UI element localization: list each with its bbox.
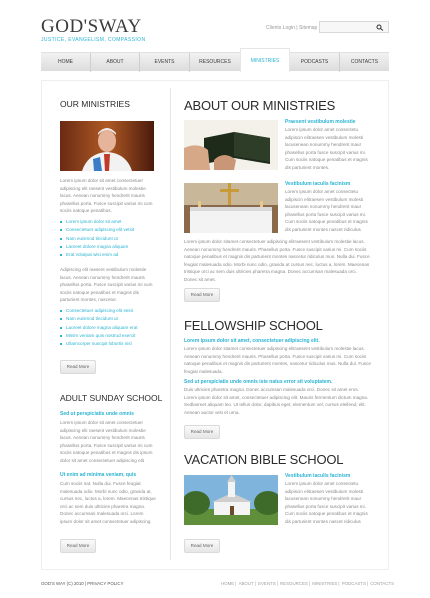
list-item[interactable]: Consectetuer adipiscing elit vetsit — [60, 226, 134, 234]
footer-link-about[interactable]: ABOUT — [238, 581, 254, 586]
footer-link-events[interactable]: EVENTS — [258, 581, 276, 586]
read-more-button[interactable]: Read More — [60, 539, 96, 553]
list-item[interactable]: Ullamcorper suscipit lobortis nisl — [60, 340, 138, 348]
nav-contacts[interactable]: CONTACTS — [350, 59, 379, 65]
logo[interactable] — [41, 17, 145, 43]
ministries-list-1 — [60, 218, 134, 259]
read-more-button[interactable]: Read More — [184, 539, 220, 553]
main-nav — [41, 52, 389, 71]
nav-podcasts[interactable]: PODCASTS — [290, 53, 340, 72]
search-box — [319, 21, 389, 33]
bible-image — [184, 120, 278, 170]
sunday-lead-2: Ut enim ad minima veniam, quis — [60, 472, 137, 478]
list-item[interactable]: Laoreet dolore magna aliquam — [60, 243, 134, 251]
footer-copyright: GOD'S WAY (C) 2010 | PRIVACY POLICY — [41, 581, 124, 586]
logo-title: GOD'SWAY — [41, 16, 142, 37]
nav-ministries[interactable]: MINISTRIES — [240, 48, 290, 72]
search-input[interactable] — [322, 23, 374, 32]
chapel-image — [184, 475, 278, 525]
read-more-button[interactable]: Read More — [60, 360, 96, 374]
ministries-paragraph-1: Lorem ipsum dolor sit amet consectetuer adipiscing elit raesent vestibulum molestie lacus. Aenean nonummy hendrerit mauris phasellus porta. Fusce suscipit varius mi cum sociis natoque penatibus. — [60, 178, 153, 214]
list-item[interactable]: Nam euismod tincidunt ut — [60, 235, 134, 243]
fellowship-paragraph-1: Lorem ipsum dolor sitamet consectetuer adipiscing elitraesent vestibulum molestie lacus. Aenean nonummy hendrerit mauris. Phasellus porta. Fusce suscipit varius mi. Cum sociis natoque penatibus et magnis dis parturient montes, nascetur ridiculus mus. Nulla dui. Fusce feugiat malesuada. — [184, 346, 371, 374]
column-divider — [170, 88, 171, 560]
fellowship-paragraph-2: Duis ultricies pharetra magna. Donec accumsan malesuada orci. Donec sit amet eros. Lorem ipsum dolor sit amet, consectetuer adipiscing elit. Mauris fermentum dictum magna. Sedlaoreet aliquam leo. Ut tellus dolor, dapibus eget, elementum vel, cursus eleifend, elit. Aenean auctor wisi et urna. — [184, 387, 369, 415]
our-ministries-title: OUR MINISTRIES — [60, 99, 130, 109]
about-lead-2: Vestibulum iaculis facinism — [285, 181, 351, 187]
about-lead-1: Praesent vestibulum molestie — [285, 119, 356, 125]
read-more-button[interactable]: Read More — [184, 425, 220, 439]
about-paragraph-2: Lorem ipsum dolor amet consectetu adipiscin elitraesen vestibulum molesti lacusenean nonummy hendrerit maur phasellus porta fusce suscipit varius mi. Cum sociis natoque penatibus et magnis dis parturient montes nascet ridiculus — [285, 189, 368, 232]
top-links-separator: | — [296, 25, 298, 31]
nav-events[interactable]: EVENTS — [140, 53, 190, 72]
fellowship-lead-1: Lorem ipsum dolor sit amet, consectetuer adipiscing elit. — [184, 338, 320, 344]
logo-subtitle: JUSTICE, EVANGELISM, COMPASSION — [41, 37, 146, 43]
vacation-lead: Vestibulum iaculis facinism — [285, 473, 351, 479]
list-item[interactable]: Minim veniam quis nostrud exercit — [60, 332, 138, 340]
about-paragraph-1: Lorem ipsum dolor amet consectetu adipiscin elitraesen vestibulum molesti lacusenean nonummy hendrerit maur phasellus porta fusce suscipit varius mi. Cum sociis natoque penatibus et magnis dis parturient montes. — [285, 127, 368, 170]
sunday-paragraph-1: Lorem ipsum dolor sit amet consectetuer adipiscing elit raesent vestibulum molestie lacus. Aenean nonummy hendrerit mauris phasellus porta. Fusce suscipit varius mi cum sociis natoque penatibus et magnis dis ipsum dolor sit amet consectetuer adipiscing elit — [60, 420, 153, 463]
footer-link-home[interactable]: HOME — [221, 581, 235, 586]
list-item[interactable]: Erat volutpat wisi enim ad — [60, 251, 134, 259]
ministries-list-2 — [60, 307, 138, 348]
footer-link-resources[interactable]: RESOURCES — [280, 581, 308, 586]
sitemap-link[interactable]: Sitemap — [299, 25, 318, 31]
clients-login-link[interactable]: Clients Login — [266, 25, 295, 31]
altar-image — [184, 183, 278, 233]
list-item[interactable]: Consectetuer adipiscing elit sesit — [60, 307, 138, 315]
sunday-paragraph-2: Cum sociis nat. Nulla dui. Fusce feugiat malesuada odio. Morbi nunc odio, gravida at, cursus nec, luctus a, lorem. Maecenas tristique orci ac sem duis ultricies pharetra magna. Donec accumsan malesuada orci. Lorem ipsum dolor sit amet consectetuer adipiscing — [60, 481, 156, 524]
list-item[interactable]: Laoreet dolore magna aliquam erat — [60, 324, 138, 332]
ministries-paragraph-2: Adipiscing elit raesent vestibulum molestie lacus. Aenean nonummy hendrerit mauris phasellus porta. Fusce suscipit varius mi cum sociis natoque penatibus et magnis dis parturient montes, nascetur. — [60, 267, 153, 303]
footer-links: HOME| ABOUT| EVENTS| RESOURCES| MINISTRIES| PODCASTS| CONTACTS — [221, 581, 395, 586]
read-more-button[interactable]: Read More — [184, 288, 220, 302]
about-paragraph-3: Lorem ipsum dolor sitamet consectetuer adipiscing elitraesent vestibulum molestie lacus. Aenean nonummy hendrerit mauris. Phasellus porta. Fusce suscipit varius mi. Cum sociis natoque penatibus et magnis dis parturient montes nascetur ridiculus mus. Nulla dui. Fusce feugiat malesuada odio. Morbi nunc odio, gravida at cursus nec, luctus a, lorem. Maecenas tristique orci ac sem duis ultricies pharetra magna. Donec accumsan malesuada orci. Donec sit amet. — [184, 239, 370, 282]
sunday-lead-1: Sed ut perspiciatis unde omnis — [60, 411, 134, 417]
search-icon[interactable] — [376, 24, 384, 31]
footer-link-podcasts[interactable]: PODCASTS — [341, 581, 366, 586]
nav-about[interactable]: ABOUT — [91, 53, 140, 72]
list-item[interactable]: Nam euismod tincidunt ut — [60, 315, 138, 323]
about-ministries-title: ABOUT OUR MINISTRIES — [184, 98, 336, 113]
vacation-bible-school-title: VACATION BIBLE SCHOOL — [184, 452, 344, 467]
nav-home[interactable]: HOME — [41, 53, 91, 72]
nav-resources[interactable]: RESOURCES — [199, 59, 231, 65]
fellowship-school-title: FELLOWSHIP SCHOOL — [184, 318, 323, 333]
footer-link-ministries[interactable]: MINISTRIES — [312, 581, 338, 586]
pastor-image — [60, 121, 154, 171]
list-item[interactable]: Lorem ipsum dolor sit amet — [60, 218, 134, 226]
fellowship-lead-2: Sed ut perspiciatis unde omnis iste natus error sit voluptatem. — [184, 379, 333, 385]
footer-link-contacts[interactable]: CONTACTS — [370, 581, 395, 586]
top-links — [266, 25, 317, 31]
adult-sunday-school-title: ADULT SUNDAY SCHOOL — [60, 393, 163, 403]
vacation-paragraph: Lorem ipsum dolor amet consectetu adipiscin elitraesen vestibulum molesti lacusenean nonummy hendrerit maur phasellus porta fusce suscipit varius mi. Cum sociis natoque penatibus et magnis dis parturient montes nascet ridiculus — [285, 481, 368, 524]
